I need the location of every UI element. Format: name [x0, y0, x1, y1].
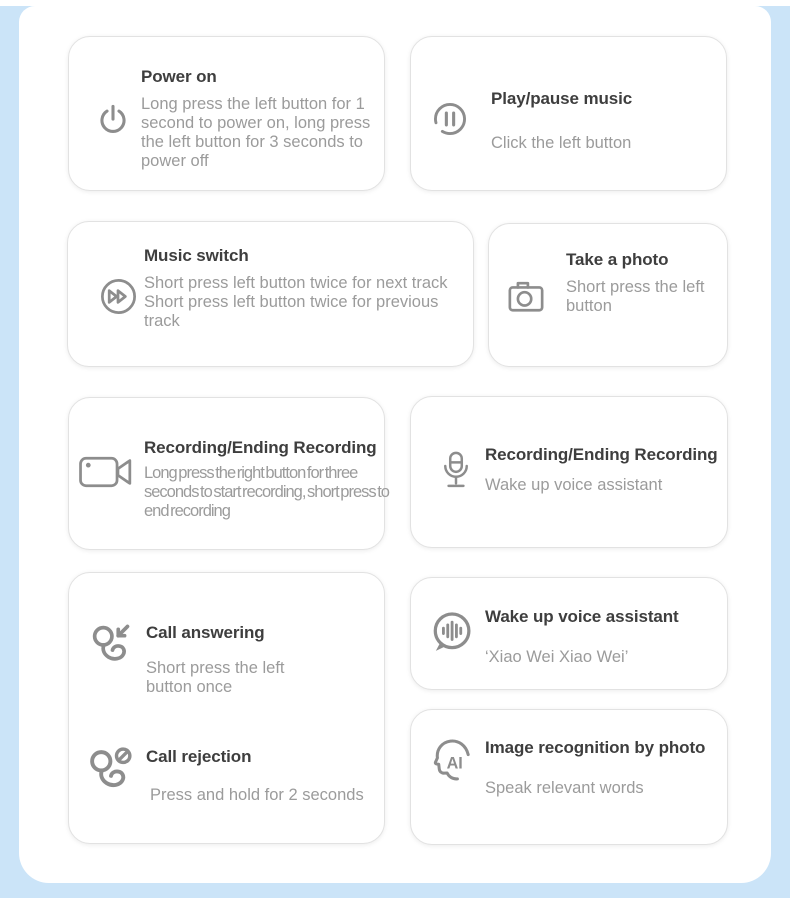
next-track-icon	[97, 275, 140, 318]
card-recording-voice	[410, 396, 728, 548]
card-title: Take a photo	[566, 250, 669, 269]
card-body: Press and hold for 2 seconds	[150, 786, 364, 804]
video-recorder-icon	[76, 451, 138, 493]
card-title: Call rejection	[146, 747, 252, 766]
card-title: Recording/Ending Recording	[485, 445, 718, 464]
card-music-switch	[67, 221, 474, 367]
card-title: Recording/Ending Recording	[144, 438, 377, 457]
card-play-pause-music	[410, 36, 727, 191]
card-title: Image recognition by photo	[485, 738, 706, 757]
card-title: Music switch	[144, 246, 249, 265]
card-title: Play/pause music	[491, 89, 633, 108]
camera-icon	[505, 277, 547, 315]
card-title: Wake up voice assistant	[485, 607, 679, 626]
svg-text:AI: AI	[446, 754, 463, 773]
incoming-call-icon	[86, 619, 139, 672]
card-body: Long press the left button for 1 second to power on, long press the left button for 3 seconds to power off	[141, 95, 371, 170]
card-recording-video	[68, 397, 389, 550]
card-body: Click the left button	[491, 134, 632, 152]
card-power-on	[68, 36, 385, 191]
card-body: Short press left button twice for next track Short press left button twice for previous track	[144, 274, 448, 330]
microphone-icon	[437, 445, 475, 497]
card-title: Power on	[141, 67, 217, 86]
card-body: Wake up voice assistant	[485, 476, 663, 494]
power-icon	[96, 101, 130, 139]
voice-assistant-bubble-icon	[425, 607, 477, 659]
card-body: Short press the left button	[566, 278, 705, 315]
reject-call-icon	[83, 743, 139, 799]
card-wake-voice-assistant	[410, 577, 728, 690]
pause-circle-icon	[430, 99, 470, 139]
card-title: Call answering	[146, 623, 265, 642]
card-body: ‘Xiao Wei Xiao Wei’	[485, 648, 629, 666]
card-body: Long press the right button for three seconds to start recording, short press to end recording	[144, 464, 389, 520]
card-body: Speak relevant words	[485, 779, 644, 797]
card-image-recognition	[410, 709, 728, 845]
card-body: Short press the left button once	[146, 659, 285, 696]
card-calls	[68, 572, 385, 844]
ai-head-icon	[425, 733, 479, 787]
card-take-photo	[488, 223, 728, 367]
